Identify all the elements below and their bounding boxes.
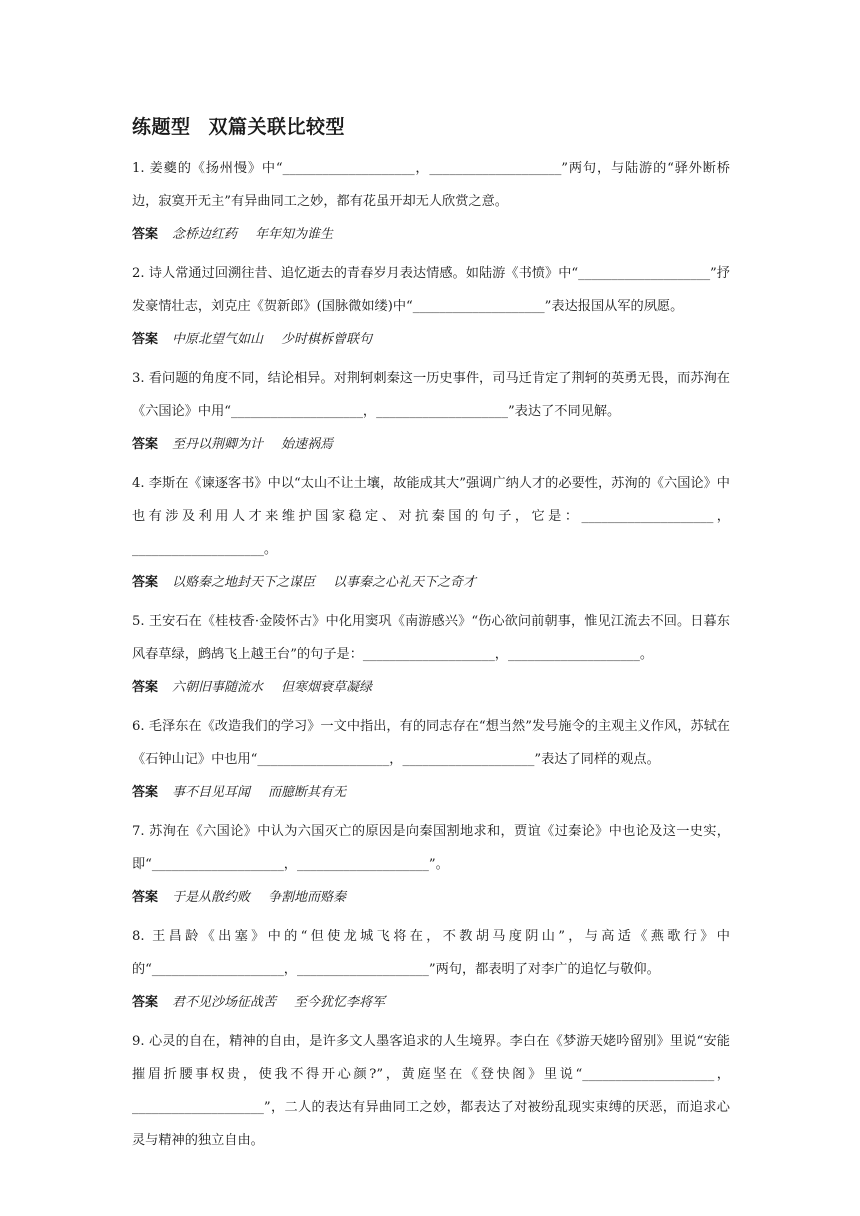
question-text: 2. 诗人常通过回溯往昔、追忆逝去的青春岁月表达情感。如陆游《书愤》中“____________________”抒发豪情壮志，刘克庄《贺新郎》(国脉微如缕)中“____________________”表达报国从军的夙愿。 xyxy=(132,266,730,314)
question-item-3 xyxy=(132,362,730,461)
answer-label: 答案 xyxy=(132,680,159,695)
answer-part-2: 少时棋柝曾联句 xyxy=(281,332,373,347)
question-item-2 xyxy=(132,257,730,356)
answer-part-2: 年年知为谁生 xyxy=(255,227,334,242)
answer-label: 答案 xyxy=(132,227,159,242)
question-item-6 xyxy=(132,710,730,809)
title-main: 练题型 xyxy=(132,116,191,138)
answer-part-1: 念桥边红药 xyxy=(172,227,238,242)
question-item-4 xyxy=(132,467,730,599)
question-text: 3. 看问题的角度不同，结论相异。对荆轲刺秦这一历史事件，司马迁肯定了荆轲的英勇无畏，而苏洵在《六国论》中用“____________________，____________________”表达了不同见解。 xyxy=(132,371,730,419)
answer-part-1: 至丹以荆卿为计 xyxy=(172,437,264,452)
answer-label: 答案 xyxy=(132,332,159,347)
question-text: 9. 心灵的自在，精神的自由，是许多文人墨客追求的人生境界。李白在《梦游天姥吟留别》里说“安能摧眉折腰事权贵，使我不得开心颜?”，黄庭坚在《登快阁》里说“____________________，____________________”，二人的表达有异曲同工之妙，都表达了对被纷乱现实束缚的厌恶，而追求心灵与精神的独立自由。 xyxy=(132,1034,730,1148)
answer-row xyxy=(132,218,730,251)
answer-label: 答案 xyxy=(132,785,159,800)
answer-part-2: 始速祸焉 xyxy=(281,437,334,452)
answer-part-1: 六朝旧事随流水 xyxy=(172,680,264,695)
answer-row xyxy=(132,881,730,914)
question-text: 5. 王安石在《桂枝香·金陵怀古》中化用窦巩《南游感兴》“伤心欲问前朝事，惟见江流去不回。日暮东风春草绿，鹧鸪飞上越王台”的句子是：____________________，____________________。 xyxy=(132,614,730,662)
question-text: 4. 李斯在《谏逐客书》中以“太山不让土壤，故能成其大”强调广纳人才的必要性，苏洵的《六国论》中也有涉及利用人才来维护国家稳定、对抗秦国的句子，它是：____________________，____________________。 xyxy=(132,476,730,557)
answer-label: 答案 xyxy=(132,575,159,590)
question-item-1 xyxy=(132,152,730,251)
answer-part-1: 以赂秦之地封天下之谋臣 xyxy=(172,575,316,590)
question-text: 1. 姜夔的《扬州慢》中“____________________，____________________”两句，与陆游的“驿外断桥边，寂寞开无主”有异曲同工之妙，都有花虽开却无人欣赏之意。 xyxy=(132,161,730,209)
question-item-9 xyxy=(132,1025,730,1157)
question-text: 7. 苏洵在《六国论》中认为六国灭亡的原因是向秦国割地求和，贾谊《过秦论》中也论及这一史实，即“____________________，____________________”。 xyxy=(132,824,730,872)
answer-row xyxy=(132,671,730,704)
answer-row xyxy=(132,566,730,599)
answer-label: 答案 xyxy=(132,890,159,905)
answer-label: 答案 xyxy=(132,437,159,452)
question-text: 8. 王昌龄《出塞》中的“但使龙城飞将在，不教胡马度阴山”，与高适《燕歌行》中的“____________________，____________________”两句，都表明了对李广的追忆与敬仰。 xyxy=(132,929,730,977)
answer-part-2: 但寒烟衰草凝绿 xyxy=(281,680,373,695)
answer-row xyxy=(132,776,730,809)
question-item-7 xyxy=(132,815,730,914)
answer-row xyxy=(132,986,730,1019)
page-title xyxy=(132,112,730,142)
answer-row xyxy=(132,323,730,356)
document-page xyxy=(132,112,730,1157)
answer-part-1: 中原北望气如山 xyxy=(172,332,264,347)
answer-part-2: 而臆断其有无 xyxy=(268,785,347,800)
answer-part-1: 事不目见耳闻 xyxy=(172,785,251,800)
answer-part-2: 争割地而赂秦 xyxy=(268,890,347,905)
answer-label: 答案 xyxy=(132,995,159,1010)
answer-part-1: 于是从散约败 xyxy=(172,890,251,905)
answer-part-1: 君不见沙场征战苦 xyxy=(172,995,277,1010)
question-item-5 xyxy=(132,605,730,704)
question-text: 6. 毛泽东在《改造我们的学习》一文中指出，有的同志存在“想当然”发号施令的主观主义作风，苏轼在《石钟山记》中也用“____________________，____________________”表达了同样的观点。 xyxy=(132,719,730,767)
title-sub: 双篇关联比较型 xyxy=(208,116,346,138)
answer-part-2: 至今犹忆李将军 xyxy=(294,995,386,1010)
question-item-8 xyxy=(132,920,730,1019)
answer-part-2: 以事秦之心礼天下之奇才 xyxy=(333,575,477,590)
answer-row xyxy=(132,428,730,461)
